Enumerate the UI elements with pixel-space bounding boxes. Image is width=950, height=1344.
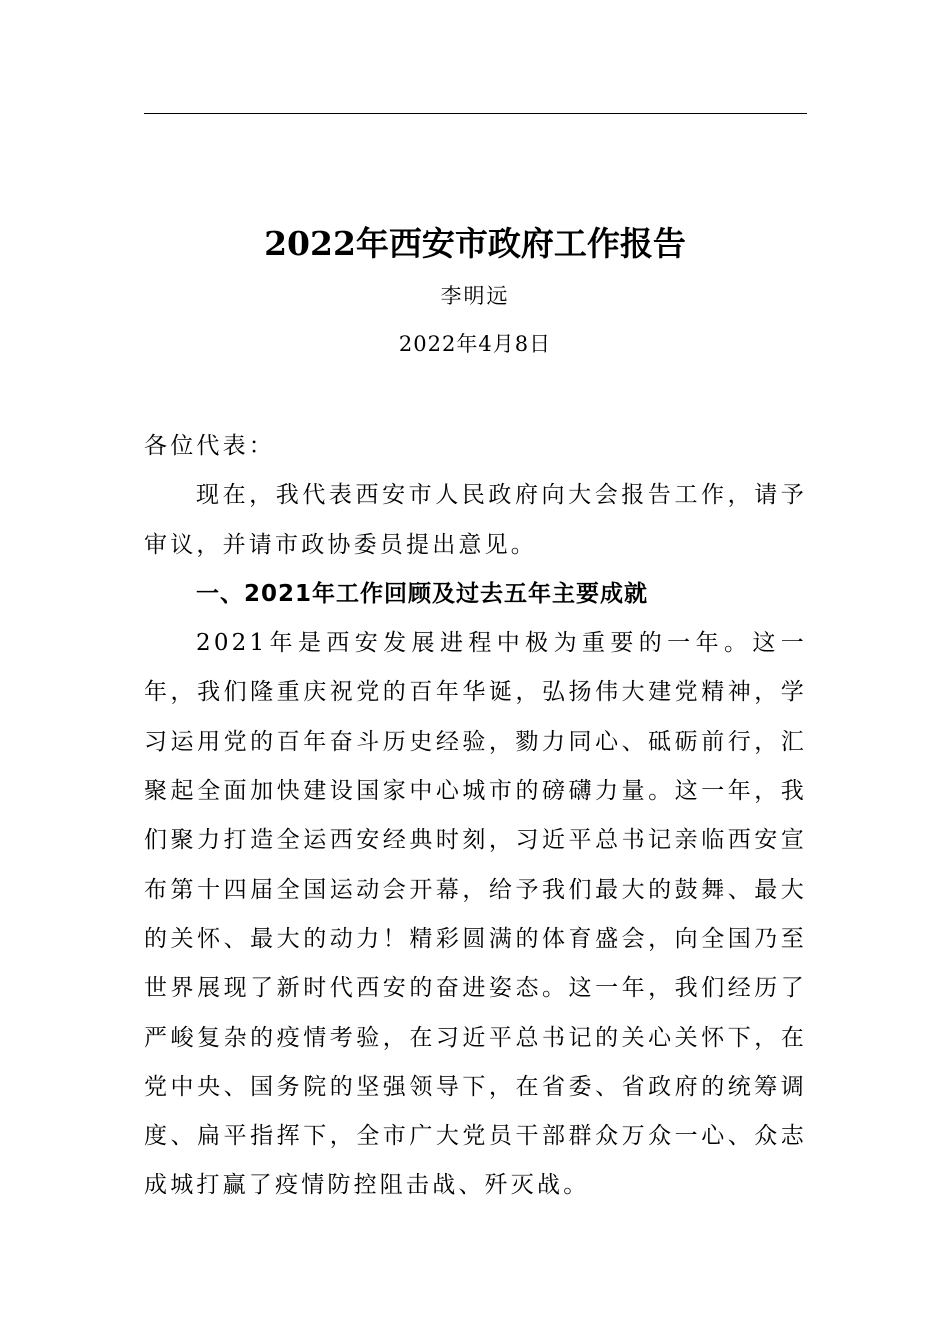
document-author: 李明远 — [440, 284, 510, 308]
body-paragraph: 2021年是西安发展进程中极为重要的一年。这一年，我们隆重庆祝党的百年华诞，弘扬伟大建党精神，学习运用党的百年奋斗历史经验，勠力同心、砥砺前行，汇聚起全面加快建设国家中心城市的磅礴力量。这一年，我们聚力打造全运西安经典时刻，习近平总书记亲临西安宣布第十四届全国运动会开幕，给予我们最大的鼓舞、最大的关怀、最大的动力！精彩圆满的体育盛会，向全国乃至世界展现了新时代西安的奋进姿态。这一年，我们经历了严峻复杂的疫情考验，在习近平总书记的关心关怀下，在党中央、国务院的坚强领导下，在省委、省政府的统筹调度、扁平指挥下，全市广大党员干部群众万众一心、众志成城打赢了疫情防控阻击战、歼灭战。 — [144, 630, 807, 1199]
salutation: 各位代表： — [144, 433, 275, 459]
opening-paragraph: 现在，我代表西安市人民政府向大会报告工作，请予审议，并请市政协委员提出意见。 — [144, 482, 807, 558]
document-title: 2022年西安市政府工作报告 — [264, 224, 686, 263]
document-body — [144, 422, 807, 1211]
document-date: 2022年4月8日 — [398, 332, 552, 356]
header-rule — [144, 113, 807, 114]
section-heading: 一、2021年工作回顾及过去五年主要成就 — [196, 580, 649, 607]
